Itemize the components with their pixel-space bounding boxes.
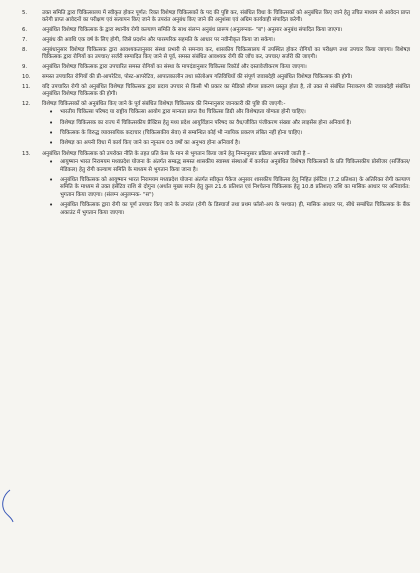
clause-number: 8. <box>22 46 28 53</box>
sub-list <box>48 159 410 217</box>
numbered-clause <box>18 74 410 81</box>
numbered-clause <box>18 64 410 71</box>
sub-point <box>48 140 410 147</box>
clause-number: 13. <box>22 150 31 157</box>
sub-point <box>48 202 410 217</box>
bullet-icon: • <box>49 129 54 138</box>
sub-point-text: विशेषज्ञ चिकित्सक का राज्य में चिकित्सकीय प्रैक्टिस हेतु मध्य प्रदेश आयुर्विज्ञान परिषद का वैध/जीवित पंजीकरण संख्या और लाइसेंस होना अनिवार्य है। <box>60 119 352 126</box>
numbered-clause <box>18 47 410 62</box>
sub-point-text: भारतीय चिकित्सा परिषद या राष्ट्रीय चिकित्सा आयोग द्वारा मान्यता प्राप्त वैध चिकित्सा डिग्री और विशेषज्ञता योग्यता होनी चाहिए। <box>60 109 306 116</box>
clause-text: अनुबंधानुसार विशेषज्ञ चिकित्सक द्वारा आवश्यकतानुसार संस्था प्रभारी से समन्वय कर, शासकीय चिकित्सालय में उपस्थित होकर रोगियों का परीक्षण तथा उपचार किया जाएगा। विशेषज्ञ चिकित्सक द्वारा रोगियों का उपचार/ सर्जरी सम्पादित किए जाने से पूर्व, समस्त संबंधित आवश्यक रोगी की जाँच कर, उपचार/ सर्जरी की जाएगी। <box>42 46 410 61</box>
sub-point <box>48 159 410 174</box>
handwritten-margin-mark <box>0 488 14 528</box>
sub-point-text: आयुष्मान भारत निरामयम मध्यप्रदेश योजना के अंतर्गत सम्बद्ध समस्त शासकीय स्वास्थ्य संस्थाओं में कार्यरत अनुबंधित विशेषज्ञ चिकित्सकों के प्रति चिकित्सकीय प्रोसीजर (सर्जिकल/मेडिकल) हेतु रोगी कल्याण समिति के माध्यम से भुगतान किया जाना है। <box>60 159 410 173</box>
numbered-clause <box>18 37 410 44</box>
bullet-icon: • <box>49 118 54 127</box>
clause-text: समस्त उपचारित रोगियों की प्री-आपरेटिव, पोस्ट-आपरेटिव, आपातकालीन तथा फ़ॉलोअप गतिविधियों की संपूर्ण जवाबदेही अनुबंधित विशेषज्ञ चिकित्सक की होगी। <box>42 73 353 80</box>
numbered-clause <box>18 151 410 217</box>
clause-text: अनुबंध की अवधि एक वर्ष के लिए होगी, जिसे प्रदर्शन और पारस्परिक सहमति के आधार पर नवीनीकृत किया जा सकेगा। <box>42 37 275 43</box>
clause-text: विशेषज्ञ चिकित्सकों को अनुबंधित किए जाने के पूर्व संबंधित विशेषज्ञ चिकित्सक की निम्नानुसार जानकारी की पुष्टि की जाएगी:- <box>42 100 286 107</box>
sub-point-text: अनुबंधित चिकित्सक को आयुष्मान भारत निरामयम मध्यप्रदेश योजना अंतर्गत स्वीकृत पैकेज अनुसार शासकीय चिकित्सा हेतु निहित इंसेंटिव (7.2 प्रतिशत) के अतिरिक्त रोगी कल्याण समिति के माध्यम से उक्त इंसेंटिव राशि से दोगुना (अर्थात मुख्य सर्जन हेतु कुल 21.6 प्रतिशत एवं निश्चेतना चिकित्सक हेतु 10.8 प्रतिशत) राशि का मासिक आधार पर अनिवार्यत: भुगतान किया जाएगा। (संलग्न अनुलग्नक- "स") <box>60 177 410 198</box>
bullet-icon: • <box>49 176 54 185</box>
numbered-clause <box>18 101 410 148</box>
sub-point-text: चिकित्सक के विरुद्ध व्यावसायिक कदाचार (चिकित्सकीय सेवा) से सम्बन्धित कोई भी न्यायिक प्रकरण लंबित नहीं होना चाहिए। <box>60 130 303 137</box>
bullet-icon: • <box>49 158 54 167</box>
clause-number: 10. <box>22 73 31 80</box>
sub-point-text: विशेषज्ञ का अपनी विधा में कार्य किए जाने का न्यूनतम 03 वर्षों का अनुभव होना अनिवार्य है। <box>60 140 240 147</box>
clause-text: अनुबंधित विशेषज्ञ चिकित्सक को उपरोक्त नीति के तहत प्रति केस के मान से भुगतान किया जाने हेतु निम्नानुसार प्रक्रिया अपनायी जाती है – <box>42 150 310 157</box>
bullet-icon: • <box>49 201 54 210</box>
clause-number: 9. <box>22 64 28 70</box>
clause-number: 5. <box>22 10 28 16</box>
clause-text: अनुबंधित विशेषज्ञ चिकित्सक द्वारा उपचारित समस्त रोगियों का संस्था के मापदंडानुसार चिकित्सा रिकॉर्ड और दस्तावेजीकरण किया जाएगा। <box>42 64 307 70</box>
clause-number: 6. <box>22 27 28 34</box>
sub-point <box>48 130 410 137</box>
clause-text: अनुबंधित विशेषज्ञ चिकित्सक के द्वारा स्थानीय रोगी कल्याण समिति के साथ संलग्न अनुबंध प्रारूप (अनुलग्नक- "ब") अनुसार अनुबंध संपादित किया जाएगा। <box>42 27 343 34</box>
sub-point-text: अनुबंधित चिकित्सक द्वारा रोगी का पूर्ण उपचार किए जाने के उपरांत (रोगी के डिस्चार्ज तथा प्रथम फ़ॉलो-अप के पश्चात) ही, मासिक आधार पर, सीधे सम्बंधित चिकित्सक के बैंक अकाउंट में भुगतान किया जाएगा। <box>60 202 410 216</box>
numbered-clause <box>18 84 410 99</box>
bullet-icon: • <box>49 108 54 117</box>
clause-number: 11. <box>22 83 31 90</box>
document-body <box>18 10 410 220</box>
sub-point <box>48 177 410 199</box>
clause-number: 12. <box>22 100 31 107</box>
sub-point <box>48 120 410 127</box>
clause-text: यदि उपचारित रोगी को अनुबंधित विशेषज्ञ चिकित्सक द्वारा प्रदाय उपचार से किसी भी प्रकार का मेडिको लीगल प्रकरण प्रस्तुत होता है, तो उक्त से संबंधित निराकरण की जवाबदेही संबंधित अनुबंधित विशेषज्ञ चिकित्सक की होगी। <box>42 83 410 97</box>
bullet-icon: • <box>49 139 54 148</box>
sub-point <box>48 109 410 116</box>
clause-text: उक्त समिति द्वारा चिकित्सालय में स्वीकृत होकर पूर्णत: रिक्त विशेषज्ञ चिकित्सकों के पद की पुष्टि कर, संबंधित विधा के चिकित्सकों को अनुबंधित किए जाने हेतु उचित माध्यम से आवेदन प्राप्त करेगी प्राप्त आवेदनों का परीक्षण एवं सत्यापन किए जाने के उपरांत अनुबंध किए जाने की अनुशंसा एवं अग्रिम कार्यवाही संपादित करेगी। <box>42 10 410 24</box>
sub-list <box>48 109 410 148</box>
clause-number: 7. <box>22 37 28 43</box>
numbered-clause <box>18 27 410 34</box>
numbered-clause <box>18 10 410 25</box>
